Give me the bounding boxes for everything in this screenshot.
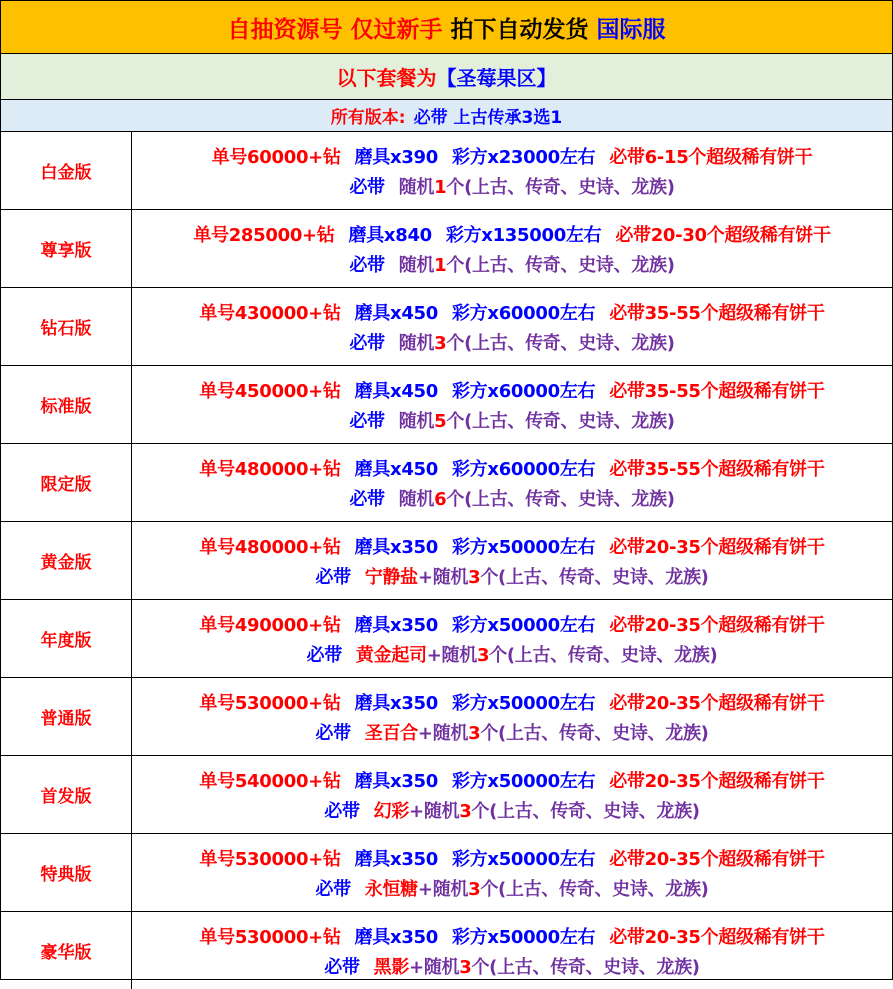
random-count: 3 bbox=[434, 332, 447, 354]
cookies-text: 必带20-35个超级稀有饼干 bbox=[609, 692, 825, 714]
package-name: 标准版 bbox=[1, 366, 132, 443]
package-line2 bbox=[324, 797, 699, 823]
plus-sign: + bbox=[409, 956, 424, 978]
package-name: 白金版 bbox=[1, 132, 132, 209]
random-text: 随机 bbox=[423, 956, 460, 978]
bonus-text: 宁静盐 bbox=[364, 566, 418, 588]
random-text: 随机 bbox=[398, 488, 435, 510]
account-text: 单号530000+钻 bbox=[199, 848, 341, 870]
plus-sign: + bbox=[426, 644, 442, 666]
random-types: 个(上古、传奇、史诗、龙族) bbox=[471, 800, 700, 822]
account-text: 单号60000+钻 bbox=[211, 146, 341, 168]
recipe-text: 彩方x60000左右 bbox=[451, 458, 596, 480]
banner-part2: 拍下自动发货 bbox=[450, 16, 589, 43]
package-row bbox=[1, 444, 892, 522]
recipe-text: 彩方x50000左右 bbox=[451, 692, 596, 714]
package-line2 bbox=[349, 251, 674, 277]
package-line2 bbox=[349, 173, 674, 199]
package-name: 特典版 bbox=[1, 834, 132, 911]
package-name: 钻石版 bbox=[1, 288, 132, 365]
package-line2 bbox=[349, 329, 674, 355]
random-count: 3 bbox=[459, 800, 472, 822]
random-count: 3 bbox=[476, 644, 490, 666]
tool-text: 磨具x350 bbox=[354, 848, 439, 870]
package-line2 bbox=[349, 485, 674, 511]
account-text: 单号285000+钻 bbox=[193, 224, 335, 246]
package-row bbox=[1, 756, 892, 834]
random-count: 1 bbox=[434, 254, 447, 276]
package-detail bbox=[132, 210, 892, 287]
package-detail bbox=[132, 132, 892, 209]
bonus-text: 幻彩 bbox=[373, 800, 410, 822]
random-count: 3 bbox=[468, 722, 481, 744]
bonus-text: 黄金起司 bbox=[355, 644, 427, 666]
tool-text: 磨具x450 bbox=[354, 458, 439, 480]
all-versions-note bbox=[1, 100, 892, 132]
must-text: 必带 bbox=[315, 566, 351, 588]
account-text: 单号480000+钻 bbox=[199, 458, 341, 480]
subheader bbox=[1, 54, 892, 100]
recipe-text: 彩方x60000左右 bbox=[451, 380, 596, 402]
package-list bbox=[1, 132, 892, 989]
tool-text: 磨具x350 bbox=[354, 692, 439, 714]
package-line1 bbox=[212, 143, 813, 169]
package-line1 bbox=[199, 767, 824, 793]
random-text: 随机 bbox=[398, 410, 435, 432]
package-line1 bbox=[199, 611, 824, 637]
random-text: 随机 bbox=[423, 800, 460, 822]
random-types: 个(上古、传奇、史诗、龙族) bbox=[446, 176, 675, 198]
package-line2 bbox=[315, 563, 708, 589]
bonus-text: 黑影 bbox=[373, 956, 410, 978]
package-row bbox=[1, 366, 892, 444]
cookies-text: 必带20-35个超级稀有饼干 bbox=[609, 848, 825, 870]
banner-part3: 国际服 bbox=[596, 16, 666, 43]
package-line2 bbox=[324, 953, 699, 979]
random-text: 随机 bbox=[398, 176, 435, 198]
banner bbox=[1, 1, 892, 54]
cookies-text: 必带35-55个超级稀有饼干 bbox=[609, 458, 825, 480]
must-text: 必带 bbox=[349, 254, 385, 276]
random-types: 个(上古、传奇、史诗、龙族) bbox=[446, 488, 675, 510]
package-detail bbox=[132, 600, 892, 677]
cookies-text: 必带20-35个超级稀有饼干 bbox=[609, 536, 825, 558]
random-count: 3 bbox=[459, 956, 472, 978]
cookies-text: 必带35-55个超级稀有饼干 bbox=[609, 380, 825, 402]
recipe-text: 彩方x50000左右 bbox=[451, 848, 596, 870]
random-types: 个(上古、传奇、史诗、龙族) bbox=[480, 878, 709, 900]
random-text: 随机 bbox=[398, 254, 435, 276]
tool-text: 磨具x840 bbox=[348, 224, 432, 246]
note-text: 必带 上古传承3选1 bbox=[413, 108, 563, 128]
recipe-text: 彩方x50000左右 bbox=[451, 614, 596, 636]
random-types: 个(上古、传奇、史诗、龙族) bbox=[446, 332, 675, 354]
package-line2 bbox=[349, 407, 674, 433]
account-text: 单号530000+钻 bbox=[199, 926, 341, 948]
package-detail bbox=[132, 366, 892, 443]
package-row bbox=[1, 600, 892, 678]
must-text: 必带 bbox=[324, 800, 360, 822]
subheader-server: 【圣莓果区】 bbox=[436, 66, 557, 90]
package-line1 bbox=[199, 299, 824, 325]
random-types: 个(上古、传奇、史诗、龙族) bbox=[446, 410, 675, 432]
recipe-text: 彩方x50000左右 bbox=[451, 770, 596, 792]
package-line1 bbox=[199, 455, 824, 481]
package-name: 限定版 bbox=[1, 444, 132, 521]
package-line1 bbox=[199, 845, 824, 871]
package-name: 普通版 bbox=[1, 678, 132, 755]
package-detail bbox=[132, 678, 892, 755]
account-text: 单号450000+钻 bbox=[199, 380, 341, 402]
random-types: 个(上古、传奇、史诗、龙族) bbox=[446, 254, 675, 276]
tool-text: 磨具x390 bbox=[354, 146, 439, 168]
random-count: 1 bbox=[434, 176, 447, 198]
must-text: 必带 bbox=[315, 878, 351, 900]
package-row bbox=[1, 912, 892, 989]
subheader-prefix: 以下套餐为 bbox=[336, 66, 437, 90]
account-text: 单号530000+钻 bbox=[199, 692, 341, 714]
account-text: 单号540000+钻 bbox=[199, 770, 341, 792]
package-name: 尊享版 bbox=[1, 210, 132, 287]
tool-text: 磨具x350 bbox=[354, 926, 439, 948]
must-text: 必带 bbox=[324, 956, 360, 978]
package-line1 bbox=[199, 689, 824, 715]
package-line1 bbox=[199, 533, 824, 559]
must-text: 必带 bbox=[349, 332, 385, 354]
package-row bbox=[1, 288, 892, 366]
package-name: 年度版 bbox=[1, 600, 132, 677]
cookies-text: 必带20-35个超级稀有饼干 bbox=[609, 926, 825, 948]
package-row bbox=[1, 834, 892, 912]
package-detail bbox=[132, 756, 892, 833]
tool-text: 磨具x450 bbox=[354, 380, 439, 402]
random-types: 个(上古、传奇、史诗、龙族) bbox=[480, 722, 709, 744]
tool-text: 磨具x350 bbox=[354, 614, 439, 636]
bonus-text: 永恒糖 bbox=[364, 878, 418, 900]
package-line1 bbox=[199, 377, 824, 403]
package-line2 bbox=[307, 641, 718, 667]
must-text: 必带 bbox=[349, 488, 385, 510]
package-detail bbox=[132, 522, 892, 599]
package-row bbox=[1, 678, 892, 756]
package-detail bbox=[132, 444, 892, 521]
must-text: 必带 bbox=[349, 410, 385, 432]
recipe-text: 彩方x135000左右 bbox=[445, 224, 602, 246]
banner-part1: 自抽资源号 仅过新手 bbox=[227, 16, 443, 43]
must-text: 必带 bbox=[349, 176, 385, 198]
random-count: 3 bbox=[468, 878, 481, 900]
package-line1 bbox=[193, 221, 830, 247]
package-name: 黄金版 bbox=[1, 522, 132, 599]
tool-text: 磨具x450 bbox=[354, 302, 439, 324]
account-text: 单号480000+钻 bbox=[199, 536, 341, 558]
cookies-text: 必带20-35个超级稀有饼干 bbox=[609, 770, 825, 792]
package-row bbox=[1, 522, 892, 600]
package-line1 bbox=[199, 923, 824, 949]
note-label: 所有版本: bbox=[330, 108, 406, 128]
package-line2 bbox=[315, 719, 708, 745]
random-text: 随机 bbox=[432, 878, 469, 900]
random-types: 个(上古、传奇、史诗、龙族) bbox=[489, 644, 718, 666]
random-text: 随机 bbox=[398, 332, 435, 354]
random-text: 随机 bbox=[432, 722, 469, 744]
bonus-text: 圣百合 bbox=[364, 722, 418, 744]
random-types: 个(上古、传奇、史诗、龙族) bbox=[471, 956, 700, 978]
plus-sign: + bbox=[409, 800, 424, 822]
recipe-text: 彩方x23000左右 bbox=[451, 146, 596, 168]
package-name: 豪华版 bbox=[1, 912, 132, 989]
plus-sign: + bbox=[417, 566, 433, 588]
package-detail bbox=[132, 288, 892, 365]
random-types: 个(上古、传奇、史诗、龙族) bbox=[480, 566, 709, 588]
random-text: 随机 bbox=[441, 644, 477, 666]
cookies-text: 必带6-15个超级稀有饼干 bbox=[609, 146, 813, 168]
random-count: 3 bbox=[468, 566, 481, 588]
package-row bbox=[1, 210, 892, 288]
package-detail bbox=[132, 912, 892, 989]
random-text: 随机 bbox=[432, 566, 469, 588]
plus-sign: + bbox=[417, 878, 433, 900]
cookies-text: 必带35-55个超级稀有饼干 bbox=[609, 302, 825, 324]
tool-text: 磨具x350 bbox=[354, 536, 439, 558]
must-text: 必带 bbox=[315, 722, 351, 744]
plus-sign: + bbox=[417, 722, 433, 744]
package-detail bbox=[132, 834, 892, 911]
random-count: 5 bbox=[434, 410, 447, 432]
account-text: 单号490000+钻 bbox=[199, 614, 341, 636]
tool-text: 磨具x350 bbox=[354, 770, 439, 792]
package-name: 首发版 bbox=[1, 756, 132, 833]
cookies-text: 必带20-30个超级稀有饼干 bbox=[615, 224, 831, 246]
must-text: 必带 bbox=[306, 644, 342, 666]
package-row bbox=[1, 132, 892, 210]
package-line2 bbox=[315, 875, 708, 901]
recipe-text: 彩方x50000左右 bbox=[451, 926, 596, 948]
random-count: 6 bbox=[434, 488, 447, 510]
cookies-text: 必带20-35个超级稀有饼干 bbox=[609, 614, 825, 636]
recipe-text: 彩方x50000左右 bbox=[451, 536, 596, 558]
account-text: 单号430000+钻 bbox=[199, 302, 341, 324]
recipe-text: 彩方x60000左右 bbox=[451, 302, 596, 324]
